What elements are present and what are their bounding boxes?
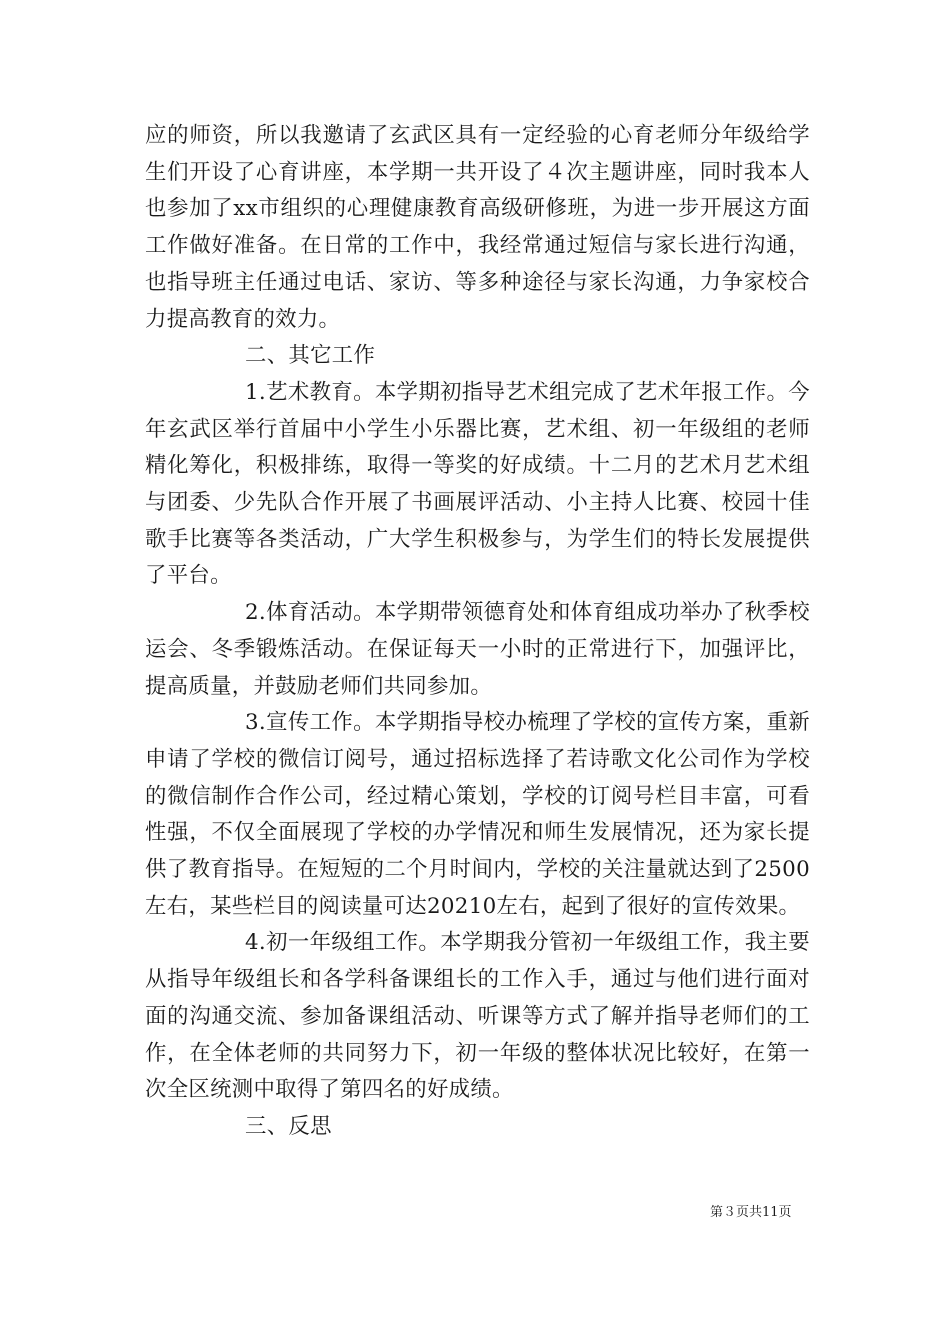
paragraph-publicity-work: 3.宣传工作。本学期指导校办梳理了学校的宣传方案，重新申请了学校的微信订阅号，通过招标选择了若诗歌文化公司作为学校的微信制作合作公司，经过精心策划，学校的订阅号栏目丰富，可看性强，不仅全面展现了学校的办学情况和师生发展情况，还为家长提供了教育指导。在短短的二个月时间内，学校的关注量就达到了2500左右，某些栏目的阅读量可达20210左右，起到了很好的宣传效果。 xyxy=(145,710,810,919)
paragraph-continuation: 应的师资，所以我邀请了玄武区具有一定经验的心育老师分年级给学生们开设了心育讲座，本学期一共开设了４次主题讲座，同时我本人也参加了xx市组织的心理健康教育高级研修班，为进一步开展这方面工作做好准备。在日常的工作中，我经常通过短信与家长进行沟通，也指导班主任通过电话、家访、等多种途径与家长沟通，力争家校合力提高教育的效力。 xyxy=(145,123,810,332)
paragraph-grade-one-work: 4.初一年级组工作。本学期我分管初一年级组工作，我主要从指导年级组长和各学科备课组长的工作入手，通过与他们进行面对面的沟通交流、参加备课组活动、听课等方式了解并指导老师们的工作，在全体老师的共同努力下，初一年级的整体状况比较好，在第一次全区统测中取得了第四名的好成绩。 xyxy=(145,930,810,1103)
paragraph-art-education: 1.艺术教育。本学期初指导艺术组完成了艺术年报工作。今年玄武区举行首届中小学生小乐器比赛，艺术组、初一年级组的老师精化筹化，积极排练，取得一等奖的好成绩。十二月的艺术月艺术组与团委、少先队合作开展了书画展评活动、小主持人比赛、校园十佳歌手比赛等各类活动，广大学生积极参与，为学生们的特长发展提供了平台。 xyxy=(145,379,810,589)
paragraph-sports-activities: 2.体育活动。本学期带领德育处和体育组成功举办了秋季校运会、冬季锻炼活动。在保证每天一小时的正常进行下，加强评比，提高质量，并鼓励老师们共同参加。 xyxy=(145,600,810,699)
page-number-footer: 第３页共11页 xyxy=(710,1205,792,1220)
section-heading-other-work: 二、其它工作 xyxy=(245,343,376,369)
document-body xyxy=(145,118,810,1146)
section-heading-reflection: 三、反思 xyxy=(245,1113,332,1139)
